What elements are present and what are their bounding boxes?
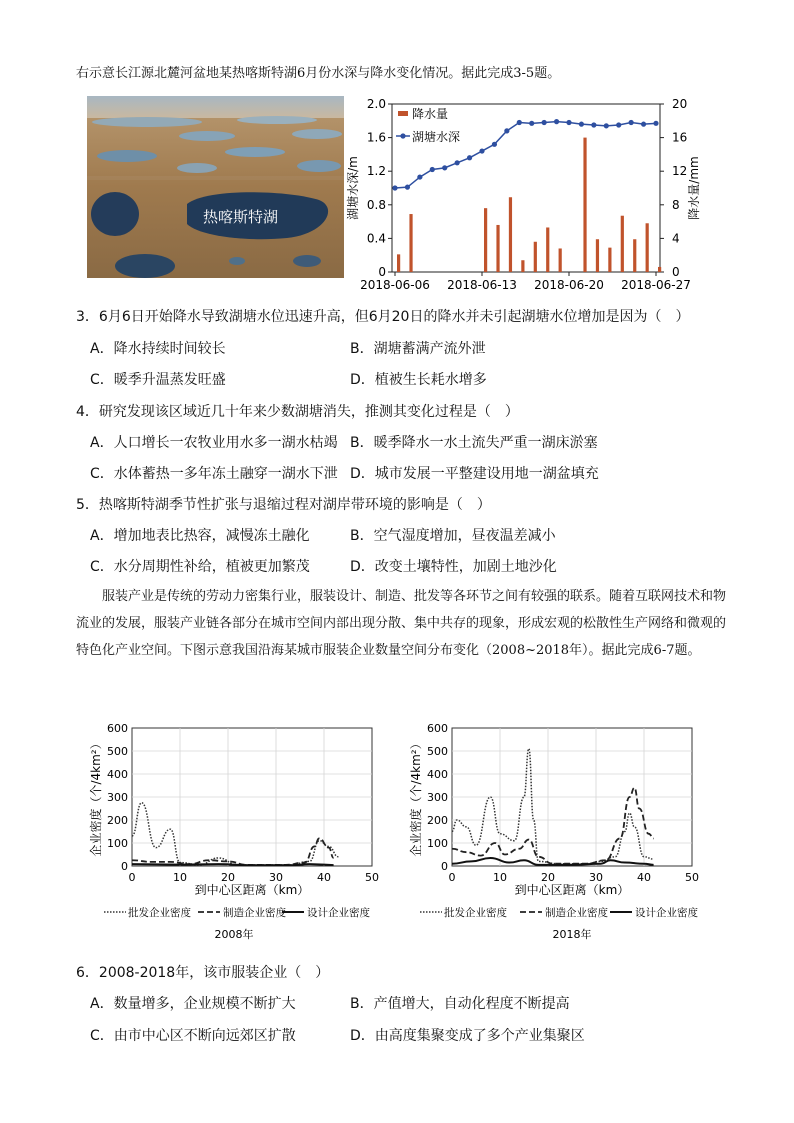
depth-point (417, 174, 422, 179)
lake-ytick-right-label: 8 (672, 197, 680, 212)
question-5-option-d[interactable]: D．改变土壤特性，加剧土地沙化 (350, 559, 557, 575)
question-3-stem: 3．6月6日开始降水导致湖塘水位迅速升高，但6月20日的降水并未引起湖塘水位增加是因为（ ） (76, 309, 690, 325)
curve-wholesale (452, 749, 654, 864)
legend-wholesale-2018: 批发企业密度 (444, 907, 507, 919)
density-xtick-label: 10 (173, 871, 187, 884)
density-ytick-label: 100 (427, 837, 448, 850)
depth-point (517, 120, 522, 125)
lake-ytick-left-label: 0 (378, 265, 386, 279)
depth-point (430, 167, 435, 172)
density-2018-ylabel: 企业密度（个/4km²） (409, 737, 423, 857)
density-xtick-label: 20 (541, 871, 555, 884)
question-6-option-a[interactable]: A．数量增多，企业规模不断扩大 (90, 996, 296, 1012)
precip-bar (646, 223, 649, 272)
lake-ytick-left-label: 0.4 (366, 231, 386, 246)
density-xtick-label: 0 (128, 871, 136, 884)
lake-photo (87, 96, 344, 278)
depth-point (604, 123, 609, 128)
precip-bar (608, 248, 611, 272)
legend-manufacture-2018: 制造企业密度 (545, 907, 608, 919)
photo-label: 热喀斯特湖 (203, 208, 279, 226)
lake-xtick-label: 2018-06-27 (621, 278, 691, 292)
lake-ytick-left-label: 0.8 (366, 197, 386, 212)
precip-bar (521, 260, 524, 272)
precip-bar (496, 225, 499, 272)
density-xtick-label: 40 (637, 871, 651, 884)
precip-bar (534, 242, 537, 272)
density-xtick-label: 10 (493, 871, 507, 884)
depth-point (591, 122, 596, 127)
depth-point (566, 120, 571, 125)
question-6-option-c[interactable]: C．由市中心区不断向远郊区扩散 (90, 1028, 296, 1044)
legend-design-2008: 设计企业密度 (307, 907, 370, 919)
question-3-option-b[interactable]: B．湖塘蓄满产流外泄 (350, 341, 486, 357)
depth-point (492, 142, 497, 147)
density-xtick-label: 30 (589, 871, 603, 884)
density-ytick-label: 400 (427, 768, 448, 781)
curve-manufacture (132, 838, 334, 864)
question-6-stem: 6．2008-2018年，该市服装企业（ ） (76, 965, 330, 981)
depth-point (629, 120, 634, 125)
density-2008-xlabel: 到中心区距离（km） (194, 883, 310, 897)
legend-manufacture-2008: 制造企业密度 (223, 907, 286, 919)
curve-manufacture (452, 788, 654, 864)
depth-point (529, 121, 534, 126)
question-5-option-c[interactable]: C．水分周期性补给，植被更加繁茂 (90, 559, 310, 575)
question-5-stem: 5．热喀斯特湖季节性扩张与退缩过程对湖岸带环境的影响是（ ） (76, 497, 491, 513)
depth-point (641, 122, 646, 127)
precip-bar (509, 197, 512, 272)
lake-xtick-label: 2018-06-13 (447, 278, 517, 292)
legend-depth-label: 湖塘水深 (412, 130, 461, 144)
depth-point (442, 165, 447, 170)
precip-bar (484, 208, 487, 272)
density-xtick-label: 50 (685, 871, 699, 884)
depth-point (405, 185, 410, 190)
lake-ytick-right-label: 4 (672, 231, 680, 246)
density-ytick-label: 100 (107, 837, 128, 850)
lake-ytick-left-label: 2.0 (366, 97, 386, 111)
depth-point (479, 148, 484, 153)
depth-point (616, 122, 621, 127)
density-2008-ylabel: 企业密度（个/4km²） (89, 737, 103, 857)
question-5-option-a[interactable]: A．增加地表比热容，减慢冻土融化 (90, 528, 310, 544)
precip-bar (583, 138, 586, 272)
question-4-stem: 4．研究发现该区域近几十年来少数湖塘消失，推测其变化过程是（ ） (76, 404, 519, 420)
question-6-option-d[interactable]: D．由高度集聚变成了多个产业集聚区 (350, 1028, 585, 1044)
density-xtick-label: 30 (269, 871, 283, 884)
lake-xtick-label: 2018-06-20 (534, 278, 604, 292)
lake-xtick-label: 2018-06-06 (360, 278, 430, 292)
density-xtick-label: 40 (317, 871, 331, 884)
density-ytick-label: 500 (107, 745, 128, 758)
density-xtick-label: 0 (448, 871, 456, 884)
question-3-option-a[interactable]: A．降水持续时间较长 (90, 341, 226, 357)
precip-bar (633, 239, 636, 272)
lake-ytick-left-label: 1.6 (366, 130, 386, 145)
legend-wholesale-2008: 批发企业密度 (128, 907, 191, 919)
curve-design (132, 864, 334, 865)
density-ytick-label: 200 (107, 814, 128, 827)
precip-bar (658, 267, 661, 272)
depth-point (392, 185, 397, 190)
lake-ylabel-right: 降水量/mm (687, 156, 701, 220)
question-6-option-b[interactable]: B．产值增大，自动化程度不断提高 (350, 996, 570, 1012)
precip-bar (397, 254, 400, 272)
density-2018-xlabel: 到中心区距离（km） (514, 883, 630, 897)
lake-ytick-right-label: 20 (672, 97, 688, 111)
density-chart-2018 (406, 716, 716, 946)
density-ytick-label: 600 (427, 722, 448, 735)
legend-precip-swatch (398, 111, 408, 116)
density-ytick-label: 0 (121, 860, 128, 873)
question-5-option-b[interactable]: B．空气湿度增加，昼夜温差减小 (350, 528, 556, 544)
precip-bar (409, 214, 412, 272)
density-ytick-label: 400 (107, 768, 128, 781)
density-ytick-label: 200 (427, 814, 448, 827)
legend-design-2018: 设计企业密度 (635, 907, 698, 919)
density-xtick-label: 50 (365, 871, 379, 884)
density-xtick-label: 20 (221, 871, 235, 884)
legend-depth-marker (400, 133, 405, 138)
lake-photo-image (87, 96, 344, 278)
question-3-option-d[interactable]: D．植被生长耗水增多 (350, 372, 487, 388)
density-ytick-label: 500 (427, 745, 448, 758)
question-3-option-c[interactable]: C．暖季升温蒸发旺盛 (90, 372, 226, 388)
precip-bar (559, 248, 562, 272)
lake-ytick-right-label: 0 (672, 265, 680, 279)
depth-point (467, 155, 472, 160)
density-ytick-label: 300 (427, 791, 448, 804)
question-4-option-a[interactable]: A．人口增长一农牧业用水多一湖水枯竭 (90, 435, 338, 451)
legend-precip-label: 降水量 (412, 107, 449, 121)
curve-design (452, 858, 654, 865)
question-4-option-c[interactable]: C．水体蓄热一多年冻土融穿一湖水下泄 (90, 466, 338, 482)
lake-ytick-left-label: 1.2 (366, 164, 386, 179)
precip-bar (596, 239, 599, 272)
density-ytick-label: 600 (107, 722, 128, 735)
depth-point (504, 128, 509, 133)
density-chart-2008 (86, 716, 386, 946)
precip-bar (546, 227, 549, 272)
lake-ytick-right-label: 12 (672, 164, 688, 179)
depth-point (554, 119, 559, 124)
depth-point (653, 121, 658, 126)
density-2008-year: 2008年 (214, 928, 254, 941)
curve-wholesale (132, 803, 338, 865)
depth-point (542, 120, 547, 125)
depth-point (455, 160, 460, 165)
intro-paragraph-2: 服装产业是传统的劳动力密集行业，服装设计、制造、批发等各环节之间有较强的联系。随着互联网技术和物流业的发展，服装产业链各部分在城市空间内部出现分散、集中共存的现象，形成宏观的松散性生产网络和微观的特色化产业空间。下图示意我国沿海某城市服装企业数量空间分布变化（2008~2018年）。据此完成6-7题。 (76, 589, 727, 658)
question-4-option-d[interactable]: D．城市发展一平整建设用地一湖盆填充 (350, 466, 599, 482)
depth-point (579, 122, 584, 127)
density-ytick-label: 0 (441, 860, 448, 873)
intro-text: 右示意长江源北麓河盆地某热喀斯特湖6月份水深与降水变化情况。据此完成3-5题。 (76, 66, 561, 81)
density-ytick-label: 300 (107, 791, 128, 804)
question-4-option-b[interactable]: B．暖季降水一水土流失严重一湖床淤塞 (350, 435, 598, 451)
precip-bar (621, 216, 624, 272)
density-2018-year: 2018年 (552, 928, 592, 941)
lake-ytick-right-label: 16 (672, 130, 688, 145)
lake-ylabel-left: 湖塘水深/m (346, 156, 360, 220)
lake-depth-precip-chart (344, 96, 704, 296)
